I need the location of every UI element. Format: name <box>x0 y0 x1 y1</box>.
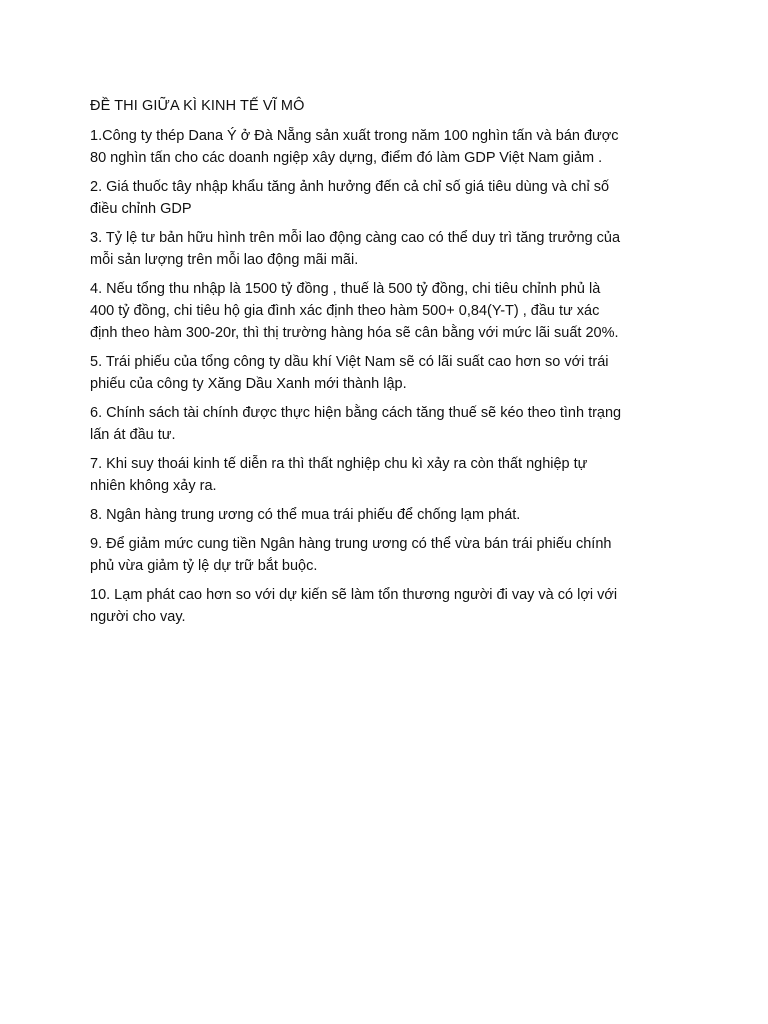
document-page <box>90 95 690 635</box>
question-line: người cho vay. <box>90 609 186 625</box>
question-line: nhiên không xảy ra. <box>90 478 217 494</box>
question-item <box>90 402 690 446</box>
question-line: 80 nghìn tấn cho các doanh ngiệp xây dựng, điểm đó làm GDP Việt Nam giảm . <box>90 150 603 166</box>
question-item <box>90 453 690 497</box>
question-line: 5. Trái phiếu của tổng công ty dầu khí Việt Nam sẽ có lãi suất cao hơn so với trái <box>90 354 609 370</box>
question-line: 10. Lạm phát cao hơn so với dự kiến sẽ làm tổn thương người đi vay và có lợi với <box>90 587 618 603</box>
question-line: 8. Ngân hàng trung ương có thể mua trái phiếu để chống lạm phát. <box>90 507 521 523</box>
question-item <box>90 504 690 526</box>
question-line: mỗi sản lượng trên mỗi lao động mãi mãi. <box>90 252 359 268</box>
question-item <box>90 227 690 271</box>
question-line: 4. Nếu tổng thu nhập là 1500 tỷ đồng , thuế là 500 tỷ đồng, chi tiêu chỉnh phủ là <box>90 281 601 297</box>
question-line: điều chỉnh GDP <box>90 201 192 217</box>
question-item <box>90 351 690 395</box>
question-line: 3. Tỷ lệ tư bản hữu hình trên mỗi lao động càng cao có thể duy trì tăng trưởng của <box>90 230 621 246</box>
question-line: 7. Khi suy thoái kinh tế diễn ra thì thất nghiệp chu kì xảy ra còn thất nghiệp tự <box>90 456 588 472</box>
question-item <box>90 584 690 628</box>
question-item <box>90 278 690 344</box>
question-line: định theo hàm 300-20r, thì thị trường hàng hóa sẽ cân bằng với mức lãi suất 20%. <box>90 325 619 341</box>
question-line: lấn át đầu tư. <box>90 427 176 443</box>
question-line: 9. Để giảm mức cung tiền Ngân hàng trung ương có thể vừa bán trái phiếu chính <box>90 536 612 552</box>
document-title: ĐỀ THI GIỮA KÌ KINH TẾ VĨ MÔ <box>90 98 305 114</box>
question-item <box>90 125 690 169</box>
question-line: 2. Giá thuốc tây nhập khẩu tăng ảnh hưởng đến cả chỉ số giá tiêu dùng và chỉ số <box>90 179 610 195</box>
question-line: phủ vừa giảm tỷ lệ dự trữ bắt buộc. <box>90 558 318 574</box>
question-line: 6. Chính sách tài chính được thực hiện bằng cách tăng thuế sẽ kéo theo tình trạng <box>90 405 622 421</box>
question-item <box>90 176 690 220</box>
question-item <box>90 533 690 577</box>
question-line: phiếu của công ty Xăng Dầu Xanh mới thành lập. <box>90 376 407 392</box>
question-line: 1.Công ty thép Dana Ý ở Đà Nẵng sản xuất trong năm 100 nghìn tấn và bán được <box>90 128 619 144</box>
question-line: 400 tỷ đồng, chi tiêu hộ gia đình xác định theo hàm 500+ 0,84(Y-T) , đầu tư xác <box>90 303 600 319</box>
